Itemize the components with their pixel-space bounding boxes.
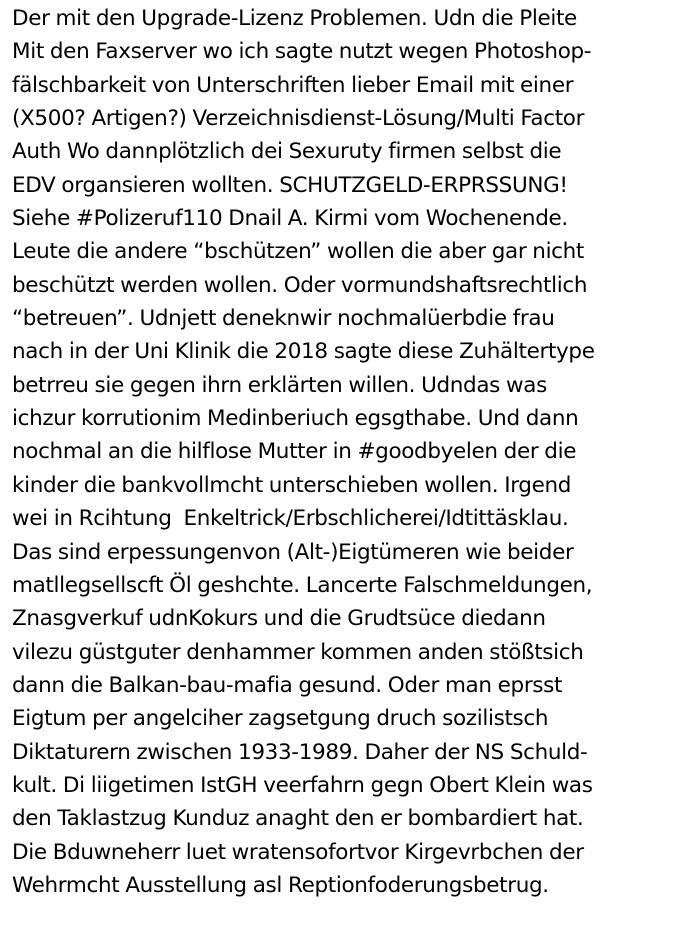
text-line: Die Bduwneherr luet wratensofortvor Kirgevrbchen der: [12, 839, 584, 865]
text-line: den Taklastzug Kunduz anaght den er bombardiert hat.: [12, 806, 584, 832]
text-line: Wehrmcht Ausstellung asl Reptionfoderungsbetrug.: [12, 872, 549, 898]
text-line: Das sind erpessungenvon (Alt-)Eigtümeren wie beider: [12, 539, 574, 565]
text-line: (X500? Artigen?) Verzeichnisdienst-Lösung/Multi Factor: [12, 106, 585, 132]
text-line: Leute die andere “bschützen” wollen die aber gar nicht: [12, 239, 585, 265]
text-line: betrreu sie gegen ihrn erklärten willen. Udndas was: [12, 372, 547, 398]
text-line: EDV organsieren wollten. SCHUTZGELD-ERPRSSUNG!: [12, 172, 568, 198]
document-page: [12, 2, 680, 936]
text-line: Auth Wo dannplötzlich dei Sexuruty firmen selbst die: [12, 139, 562, 165]
text-line: nochmal an die hilflose Mutter in #goodbyelen der die: [12, 439, 577, 465]
text-line: dann die Balkan-bau-mafia gesund. Oder man eprsst: [12, 672, 563, 698]
text-line: vilezu güstguter denhammer kommen anden stößtsich: [12, 639, 584, 665]
text-line: kult. Di liigetimen IstGH veerfahrn gegn Obert Klein was: [12, 772, 593, 798]
text-line: wei in Rcihtung Enkeltrick/Erbschlicherei/Idtittäsklau.: [12, 506, 569, 532]
text-line: matllegsellscft Öl geshchte. Lancerte Falschmeldungen,: [12, 572, 593, 598]
text-line: fälschbarkeit von Unterschriften lieber Email mit einer: [12, 72, 574, 98]
text-line: Siehe #Polizeruf110 Dnail A. Kirmi vom Wochenende.: [12, 206, 568, 232]
text-line: Der mit den Upgrade-Lizenz Problemen. Udn die Pleite: [12, 6, 577, 31]
text-line: “betreuen”. Udnjett deneknwir nochmalüerbdie frau: [12, 306, 555, 332]
text-line: Znasgverkuf udnKokurs und die Grudtsüce diedann: [12, 606, 546, 632]
text-line: ichzur korrutionim Medinberiuch egsgthabe. Und dann: [12, 406, 579, 432]
text-line: nach in der Uni Klinik die 2018 sagte diese Zuhältertype: [12, 339, 595, 365]
text-line: Eigtum per angelciher zagsetgung druch sozilistsch: [12, 706, 549, 732]
text-line: Mit den Faxserver wo ich sagte nutzt wegen Photoshop-: [12, 39, 592, 65]
text-line: Diktaturern zwischen 1933-1989. Daher der NS Schuld-: [12, 739, 588, 765]
text-line: beschützt werden wollen. Oder vormundshaftsrechtlich: [12, 272, 588, 298]
text-line: kinder die bankvollmcht unterschieben wollen. Irgend: [12, 472, 572, 498]
